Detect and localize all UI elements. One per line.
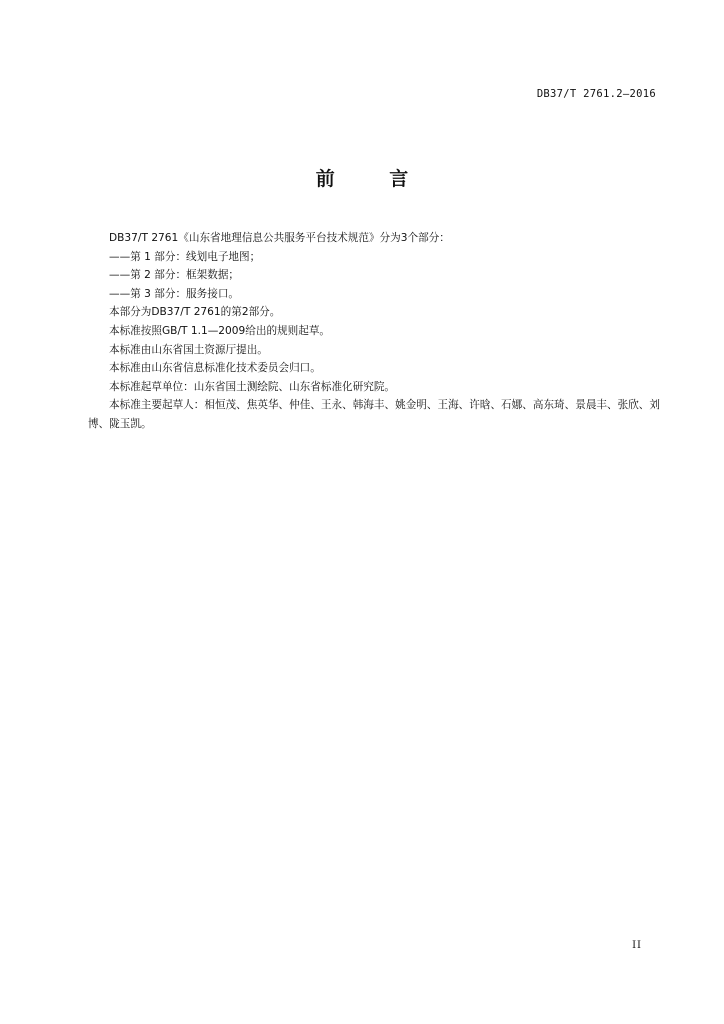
paragraph-parts-intro: DB37/T 2761《山东省地理信息公共服务平台技术规范》分为3个部分： (109, 232, 450, 244)
paragraph-proposed-by: 本标准由山东省国土资源厅提出。 (109, 343, 268, 356)
document-code-header: DB37/T 2761.2—2016 (536, 88, 656, 100)
paragraph-drafting-rules: 本标准按照GB/T 1.1—2009给出的规则起草。 (109, 324, 331, 337)
paragraph-centralized-by: 本标准由山东省信息标准化技术委员会归口。 (109, 362, 321, 375)
page-number: II (632, 940, 642, 951)
list-item-part-1: ——第 1 部分：线划电子地图； (109, 250, 261, 263)
section-title: 前 言 (315, 168, 433, 190)
paragraph-drafters: 本标准主要起草人：相恒茂、焦英华、仲佳、王永、韩海丰、姚金明、王海、许晗、石娜、高东琦、景晨丰、张欣、刘博、陇玉凯。 (88, 399, 660, 430)
paragraph-drafting-units: 本标准起草单位：山东省国土测绘院、山东省标准化研究院。 (109, 380, 396, 393)
list-item-part-3: ——第 3 部分：服务接口。 (109, 287, 240, 300)
list-item-part-2: ——第 2 部分：框架数据； (109, 269, 240, 282)
foreword-body (88, 229, 660, 434)
paragraph-this-part: 本部分为DB37/T 2761的第2部分。 (109, 306, 281, 319)
